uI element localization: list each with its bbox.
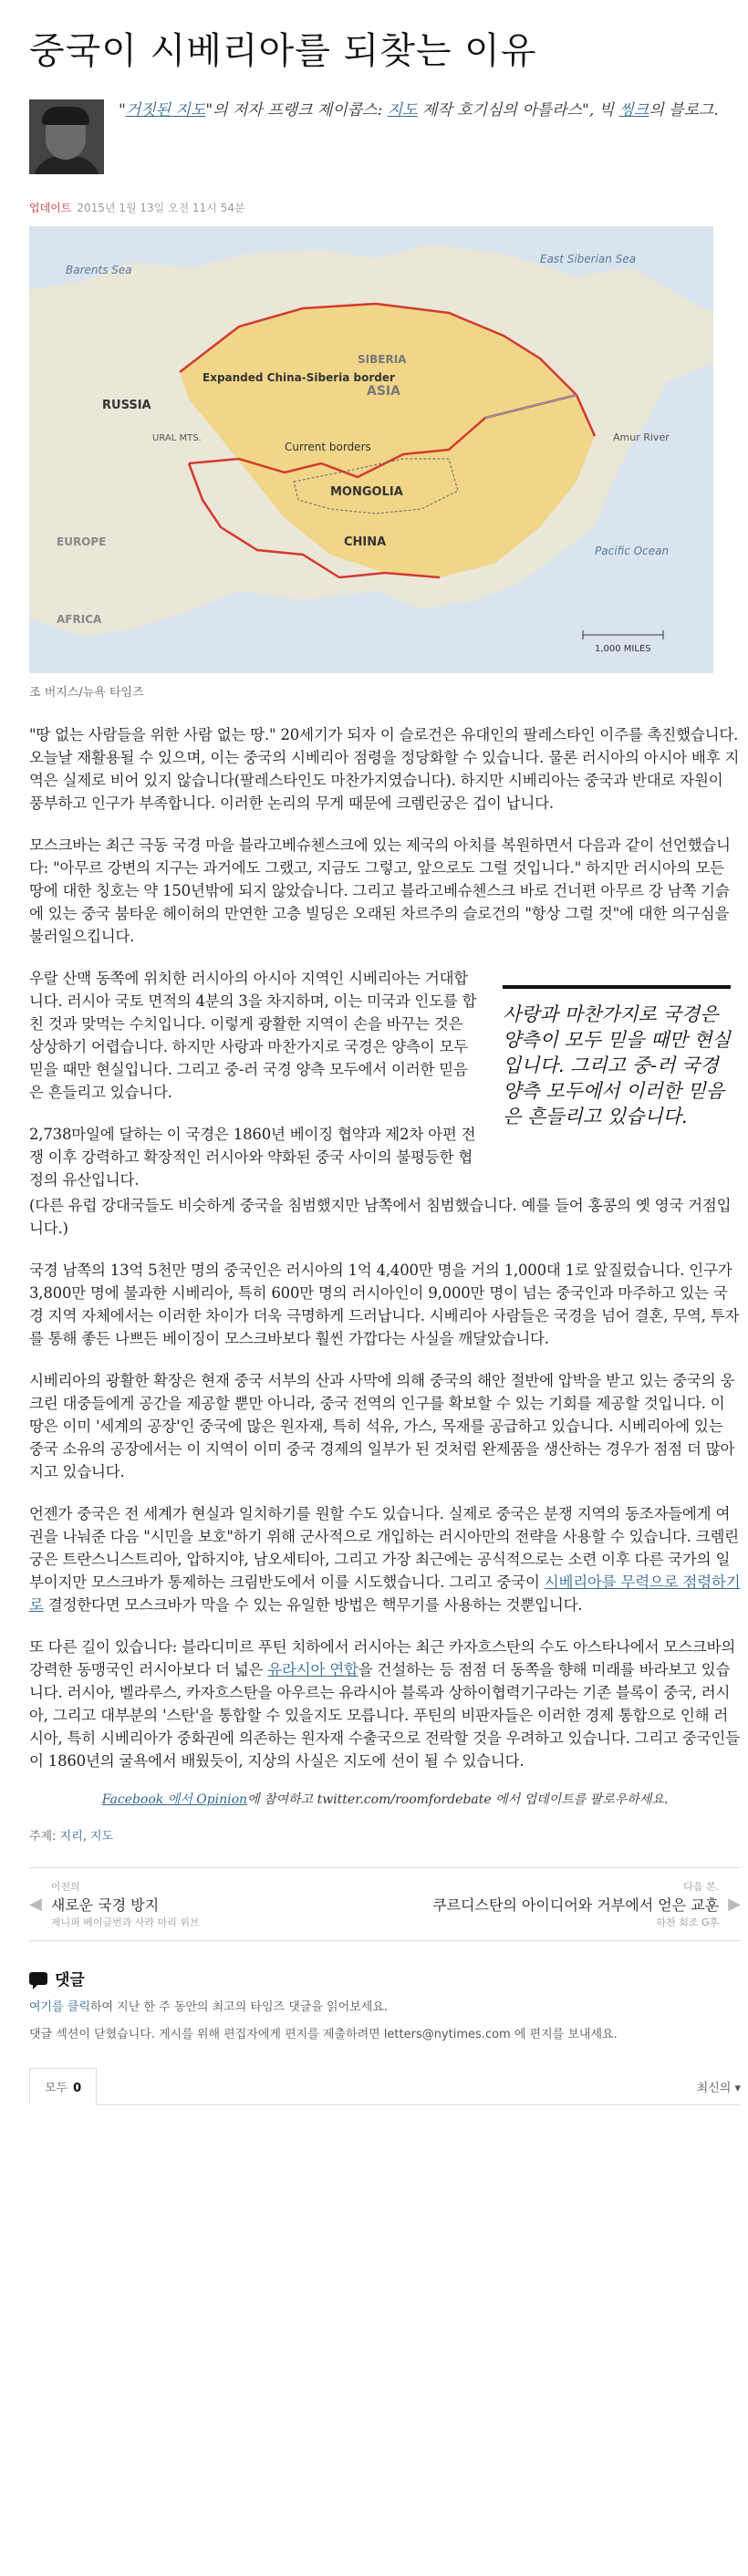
tab-all[interactable]: 모두 0: [29, 2068, 97, 2105]
paragraph: 언젠가 중국은 전 세계가 현실과 일치하기를 원할 수도 있습니다. 실제로 중국은 분쟁 지역의 동조자들에게 여권을 나눠준 다음 "시민을 보호"하기 위해 군사적으로 개입하는 러시아만의 전략을 사용할 수 있습니다. 크렘린궁은 트란스니스트리아, 압하지야, 남오세티아, 그리고 가장 최근에는 공식적으로는 소련 이후 다른 국가의 일부이지만 모스크바가 통제하는 크림반도에서 이를 시도했습니다. 그리고 중국이 시베리아를 무력으로 점령하기로 결정한다면 모스크바가 막을 수 있는 유일한 방법은 핵무기를 사용하는 것뿐입니다.: [29, 1505, 741, 1614]
paragraph: 국경 남쪽의 13억 5천만 명의 중국인은 러시아의 1억 4,400만 명을 거의 1,000대 1로 앞질렀습니다. 인구가 3,800만 명에 불과한 시베리아, 특히 600만 명의 러시아인이 9,000만 명이 넘는 중국인과 마주하고 있는 국경 지역 자체에서는 이러한 차이가 더욱 극명하게 드러납니다. 시베리아 사람들은 국경을 넘어 결혼, 무역, 투자를 통해 좋든 나쁘든 베이징이 모스크바보다 훨씬 가깝다는 사실을 깨달았습니다.: [29, 1262, 740, 1347]
map-label-barents: Barents Sea: [66, 264, 132, 276]
map-credit: 조 버지스/뉴욕 타임즈: [29, 686, 144, 700]
updated-date: 2015년 1월 13일 오전 11시 54분: [77, 202, 245, 214]
map-label-europe: EUROPE: [57, 535, 107, 548]
map-label-china: CHINA: [344, 535, 387, 549]
previous-authors: 제니퍼 베이글번과 사라 마리 위브: [50, 1916, 200, 1928]
topics: 주제: 지리, 지도: [29, 1830, 114, 1844]
map-label-amur: Amur River: [613, 431, 670, 443]
next-title: 쿠르디스탄의 아이디어와 거부에서 얻은 교훈: [432, 1896, 720, 1914]
article-body: [29, 723, 741, 1772]
map-label-asia: ASIA: [367, 384, 400, 399]
map-label-expanded: Expanded China-Siberia border: [203, 371, 395, 384]
next-label: 다음 본.: [683, 1881, 720, 1893]
headline: 중국이 시베리아를 되찾는 이유: [29, 30, 537, 72]
topic-link[interactable]: 지리: [59, 1830, 83, 1844]
next-article[interactable]: [412, 1879, 741, 1929]
paragraph: (다른 유럽 강대국들도 비슷하게 중국을 침범했지만 남쪽에서 침범했습니다. 예를 들어 홍콩의 옛 영국 거점입니다.): [29, 1197, 732, 1237]
dateline: [29, 200, 741, 215]
article-navigation: [29, 1867, 741, 1941]
chevron-left-icon: ◀: [29, 1895, 42, 1914]
byline: [29, 99, 741, 174]
comments-title: 댓글: [55, 1971, 85, 1989]
paragraph: "땅 없는 사람들을 위한 사람 없는 땅." 20세기가 되자 이 슬로건은 유대인의 팔레스타인 이주를 촉진했습니다. 오늘날 재활용될 수 있으며, 이는 중국의 시베리아 점령을 정당화할 수 있습니다. 물론 러시아의 아시아 배후 지역은 실제로 비어 있지 않습니다(팔레스타인도 마찬가지였습니다). 하지만 시베리아는 중국과 반대로 자원이 풍부하고 인구가 부족합니다. 이러한 논리의 무게 때문에 크렘린궁은 겁이 납니다.: [29, 726, 740, 812]
paragraph: 모스크바는 최근 극동 국경 마을 블라고베슈첸스크에 있는 제국의 아치를 복원하면서 다음과 같이 선언했습니다: "아무르 강변의 지구는 과거에도 그랬고, 지금도 그렇고, 앞으로도 그럴 것입니다." 하지만 러시아의 모든 땅에 대한 칭호는 약 150년밖에 되지 않았습니다. 그리고 블라고베슈첸스크 바로 건너편 아무르 강 남쪽 기슭에 있는 중국 붐타운 헤이허의 만연한 고층 빌딩은 오래된 차르주의 슬로건의 "항상 그럴 것"에 대한 의구심을 불러일으킵니다.: [29, 836, 731, 945]
comments-closed-note: 댓글 섹션이 닫혔습니다. 게시를 위해 편집자에게 편지를 제출하려면 letters@nytimes.com 에 편지를 보내세요.: [29, 2028, 618, 2041]
map-label-africa: AFRICA: [57, 613, 102, 626]
chevron-right-icon: ▶: [728, 1895, 741, 1914]
map-label-current: Current borders: [285, 441, 371, 453]
map-label-east-siberian: East Siberian Sea: [540, 253, 637, 265]
map-label-ural: URAL MTS.: [152, 433, 202, 443]
click-here-link[interactable]: 여기를 클릭: [29, 2000, 90, 2014]
comments-tabs: [29, 2068, 741, 2105]
comments-highlight-note: 여기를 클릭하여 지난 한 주 동안의 최고의 타임즈 댓글을 읽어보세요.: [29, 2000, 388, 2014]
maps-link[interactable]: 지도: [387, 101, 418, 119]
social-note: Facebook 에서 Opinion에 참여하고 twitter.com/roomfordebate 에서 업데이트를 팔로우하세요.: [101, 1792, 669, 1807]
topics-label: 주제:: [29, 1830, 57, 1844]
next-authors: 하찬 회조 G후: [656, 1916, 720, 1928]
updated-label: 업데이트: [29, 202, 72, 214]
previous-label: 이전의: [50, 1881, 80, 1893]
pull-quote: 사랑과 마찬가지로 국경은 양측이 모두 믿을 때만 현실입니다. 그리고 중-러 국경 양측 모두에서 이러한 믿음은 흔들리고 있습니다.: [503, 985, 731, 1210]
siberia-force-link[interactable]: 시베리아를 무력으로 점령하기로: [29, 1574, 741, 1614]
map-label-siberia: SIBERIA: [358, 353, 407, 366]
paragraph: 우랄 산맥 동쪽에 위치한 러시아의 아시아 지역인 시베리아는 거대합니다. 러시아 국토 면적의 4분의 3을 차지하며, 이는 미국과 인도를 합친 것과 맞먹는 수치입니다. 이렇게 광활한 지역이 손을 바꾸는 것은 상상하기 어렵습니다. 하지만 사랑과 마찬가지로 국경은 양측이 모두 믿을 때만 현실입니다. 그리고 중-러 국경 양측 모두에서 이러한 믿음은 흔들리고 있습니다.: [29, 970, 477, 1101]
facebook-opinion-link[interactable]: Facebook 에서 Opinion: [101, 1792, 248, 1807]
map-label-mongolia: MONGOLIA: [330, 485, 403, 499]
paragraph: 또 다른 길이 있습니다: 블라디미르 푸틴 치하에서 러시아는 최근 카자흐스탄의 수도 아스타나에서 모스크바의 강력한 동맹국인 러시아보다 더 넓은 유라시아 연합을 건설하는 등 점점 더 동쪽을 향해 미래를 바라보고 있습니다. 러시아, 벨라루스, 카자흐스탄을 아우르는 유라시아 블록과 상하이협력기구라는 기존 블록이 중국, 러시아, 그리고 대부분의 '스탄'을 통합할 수 있을지도 모릅니다. 푸틴의 비판자들은 이러한 경제 통합으로 인해 러시아, 특히 시베리아가 중화권에 의존하는 원자재 수출국으로 전락할 것을 우려하고 있습니다. 그리고 중국인들이 1860년의 굴욕에서 배웠듯이, 지상의 사실은 지도에 선이 될 수 있습니다.: [29, 1638, 740, 1770]
comment-count: 0: [73, 2082, 82, 2095]
map-figure: [29, 226, 713, 673]
map-scale-label: 1,000 MILES: [595, 644, 651, 654]
china-siberia-map: [29, 226, 713, 673]
paragraph: 2,738마일에 달하는 이 국경은 1860년 베이징 협약과 제2차 아편 전쟁 이후 강력하고 확장적인 러시아와 약화된 중국 사이의 불평등한 협정의 유산입니다.: [29, 1126, 476, 1189]
map-label-pacific: Pacific Ocean: [595, 545, 670, 557]
comments-header: [29, 1967, 741, 1989]
map-label-russia: RUSSIA: [102, 399, 151, 412]
sort-dropdown[interactable]: 최신의 ▾: [696, 2082, 741, 2095]
topic-link[interactable]: 지도: [90, 1830, 114, 1844]
book-link[interactable]: 거짓된 지도: [125, 101, 206, 119]
author-bio: "거짓된 지도"의 저자 프랭크 제이콥스: 지도 제작 호기심의 아틀라스", 빅 씽크의 블로그.: [119, 101, 719, 119]
paragraph: 시베리아의 광활한 확장은 현재 중국 서부의 산과 사막에 의해 중국의 해안 절반에 압박을 받고 있는 중국의 웅크린 대중들에게 공간을 제공할 뿐만 아니라, 중국 전역의 인구를 확보할 수 있는 기회를 제공할 것입니다. 이 땅은 이미 '세계의 공장'인 중국에 많은 원자재, 특히 석유, 가스, 목재를 공급하고 있습니다. 시베리아에 있는 중국 소유의 공장에서는 이 지역이 이미 중국 경제의 일부가 된 것처럼 완제품을 생산하는 경우가 점점 더 많아지고 있습니다.: [29, 1372, 735, 1480]
comment-bubble-icon: [29, 1972, 47, 1985]
bigthink-link[interactable]: 씽크: [618, 101, 649, 119]
author-avatar: [29, 99, 104, 174]
eurasian-union-link[interactable]: 유라시아 연합: [267, 1661, 358, 1678]
previous-title: 새로운 국경 방지: [50, 1896, 160, 1914]
previous-article[interactable]: [29, 1879, 358, 1929]
